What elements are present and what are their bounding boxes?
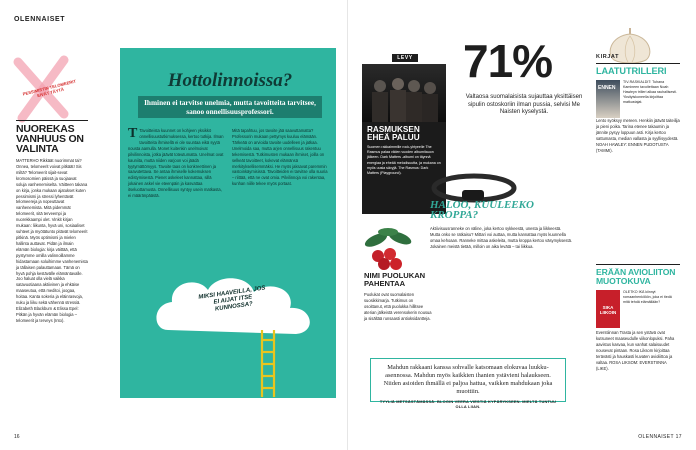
books-divider [596, 63, 680, 64]
left-divider [16, 120, 88, 121]
page-number-right: OLENNAISET 17 [638, 434, 682, 440]
ladder-icon [262, 330, 274, 397]
page-gutter [347, 0, 348, 450]
feature-column-1 [128, 128, 224, 199]
books-divider-2 [596, 264, 680, 265]
band-review-title: RASMUKSEN EHEÄ PALUU [367, 125, 420, 143]
left-article-body: MATTERHO Rikkäät nuorimmat tai? Onnea, telomeerit voivat pitkäät! Sis miltä? Telomeerit sijait-sevat kromosomien päissä ja suojaavat soluja vanhenemiselta. Väitteen takana on kirja, jonka mukaan ajatukset kuten pessimismi ja stressi lyhentävät telomeereja ja nopeuttavat vanhenemista. Mitä pidemmät telomeerit, sitä terveempi ja nuorekkaampi olet. Vinkit kirjan mukaan: liikunta, hyvä uni, sosiaaliset suhteet ja myötätunto pitävät telomeerit pitkinä. Myös optimismi ja mielen hallinta auttavat. Pidän ja ilmain elämän biologia: kirja väittää, että pystymme omilla valinnoillamme hidastamaan soluihimme vanhenemista ja tällaisen palauttamaan. Tämä on hyvä pohja kestävälle elämäntavalle. Joo haluat olla vielä vaikka satavuotiaana aktiivinen ja ehkäise maaseutua, että meditoi, joogaa, hoitaa. Kanta sokeria ja eläinrasvoja, nuku ja liiku sekä vähennä stressiä. Elizabeth Blackburn & Elissa Epel: Pitkän ja hyvän elämän biologia – telomeerit ja terveys (Into). [16, 158, 88, 323]
books-tag: KIRJAT [596, 54, 620, 60]
haloo-title: HALOO, KUULEEKO KROPPA? [430, 199, 534, 222]
feature-column-1-text: Tavoitteista kuunnet on kohjeen yksikkö onnellisuustutkimuksessa, kertoo tutkija. Ilman tavoitteita ihmisellä ei ole suuntaa eikä syytä nousta aamulla. Monet kuitenkin unelmoivat pilvilinnoista, jotka jäävät toteutumatta. Unelmat ovat kauniita, mutta niiden varjoon voi jäädä tyytymättömyys. Tavoite taas on konkreettinen ja saavutettava. Se antaa ihmiselle kokemuksen edistymisestä. Pienet askeleet kannattaa, sillä jokainen askel vie eteenpäin ja kasvattaa itseluottamusta. Onnellisuus syntyy usein matkasta, ei määränpäästä. [128, 128, 224, 199]
drop-cap: T [128, 126, 138, 141]
stamp-caption: PESSIMISTIN TELOMEERIT EIVÄT TÄYTÄ [22, 78, 77, 99]
band-review-body: Suomen rakkaimmille rock-yhtyeelle The Rasmus palaa viiden vuoden albumitauon jälkeen. Dark Matters -albumi on täynnä energiaa ja eheää melodisuutta, ja mukana on myös uusia sävyjä. The Rasmus: Dark Matters (Playground). [367, 145, 441, 175]
page-number-left: 16 [14, 434, 20, 440]
haloo-body: Aktiivisuusranneke on väline, joka kertoo sykkeestä, unesta ja liikkeestä. Mutta onko se ratkaisu? Mittari voi auttaa, mutta kannattaa myös kuunnella omaa kehoaan. Ranneke mittaa askeleita, mutta kroppa kertoo väsymyksestä. Jokainen meistä tietää, milloin on aika levätä – tai liikkua. [430, 226, 572, 249]
music-tag: LEVY [392, 54, 418, 62]
feature-column-2: Mitä tapahtuu, jos tavoite jää saavuttamatta? Professorin mukaan pettymys kuuluu elämään. Tärkeää on arvioida tavoite uudelleen ja jatkaa. Unelmoida saa, mutta arjen onnellisuus rakentuu tekemisestä. Tutkimusten mukaan ihmiset, joilla on selkeät tavoitteet, kokevat elämänsä merkityksellisemmäksi. He myös jaksavat paremmin vastoinkäymisissä. Tavoitteiden ei tarvitse olla suuria – riittää, että ne ovat omia. Pilvilinnoja voi rakentaa, kunhan niille tekee myös portaat. [232, 128, 328, 187]
book2-cover [596, 290, 620, 328]
book2-title: ERÄÄN AVIOLIITON MUOTOKUVA [596, 267, 676, 286]
feature-title: Hottolinnoissa? [167, 70, 293, 91]
left-article-title: NUOREKAS VANHUUS ON VALINTA [16, 123, 84, 155]
book1-title: LAATUTRILLERI [596, 66, 667, 76]
book1-body: Lento syöksyy mereen. Henkiin jäävät taiteilija ja pieni poika. Tarina etenee takaumin ja jännite pysyy loppuun asti. Kirja kertoo sattumasta, median vallasta ja syyllisyydestä. NOAH HAWLEY: ENNEN PUDOTUSTA (TAMMI). [596, 118, 680, 153]
book2-meta: OLETKO IKÄ kiinnyt romaanhenkilöön, joka ei tiedä mitä tehdä elämällään? [623, 290, 672, 305]
pull-quote: Mahdun rakkaani kanssa sohvalle katsomaan elokuvaa luukku-asennossa. Mahdun myös kaikkien ihanien ystävieni halaukseen. Niiden asioiden ihmällä ei paljoa hattua, vaikken mahdukaan joka muottiin. [370, 358, 566, 402]
berry-title: NIMI PUOLUKAN PAHENTAA [364, 271, 426, 288]
band-photo [362, 64, 446, 122]
cloud-caption: MIKSI HAAVEILLA, JOS EI AIJAT ITSE KUNNOSSA? [198, 285, 266, 313]
book1-cover-text: ENNEN [598, 85, 616, 91]
book1-cover [596, 80, 620, 118]
book1-meta: TIV-RASKIALDIT: Tuhana Kamineen tavoitettaan Noah Hawleyn trilleri alkaa rauhallisesti. Yksityiskoneella kirjoittaa matkustajat. [623, 80, 677, 105]
stat-caption: Valtaosa suomalaisista sujauttaa yksittäisen sipulin ostoskoriin ilman pussia, selvisi Me Naisten kyselystä. [465, 94, 583, 115]
book2-body: Everstiinnan Trasta ja sen ystävä ovat kutsuneet maaseudulle viikonlopuksi. Paha aavistus kasvaa, kun vanhat salaisuudet nousevat pintaan. Rosa Liksom kirjoittaa terävästi ja hauskasti kuvaten avioliittoa ja valtaa. ROSA LIKSOM: EVERSTIINNA (LIKE). [596, 330, 675, 371]
stat-value: 71% [463, 35, 553, 87]
band-silhouettes [362, 64, 446, 122]
berry-body: Puolukat ovat suomalaisten suosikkimarja. Tutkimus on osoittanut, että puolukka hillitsee aterian jälkeistä verensokerin nousua ja sisältää runsaasti antioksidantteja. [364, 292, 432, 321]
pull-quote-credit: TYYLIÄ METSÄSTÄMÄSSÄ: BLOGIN VEERA VIESTIÄ KYPÄRYKSEEN. MIELTÄ TUNTUU OLLA LIIAN. [379, 399, 557, 409]
book2-cover-text: SIKA LIIKOIN [599, 305, 617, 315]
feature-lead: Ihminen ei tarvitse unelmia, mutta tavoitteita tarvitsee, sanoo onnellisuusprofessori. [138, 96, 322, 118]
section-header: OLENNAISET [14, 16, 66, 23]
